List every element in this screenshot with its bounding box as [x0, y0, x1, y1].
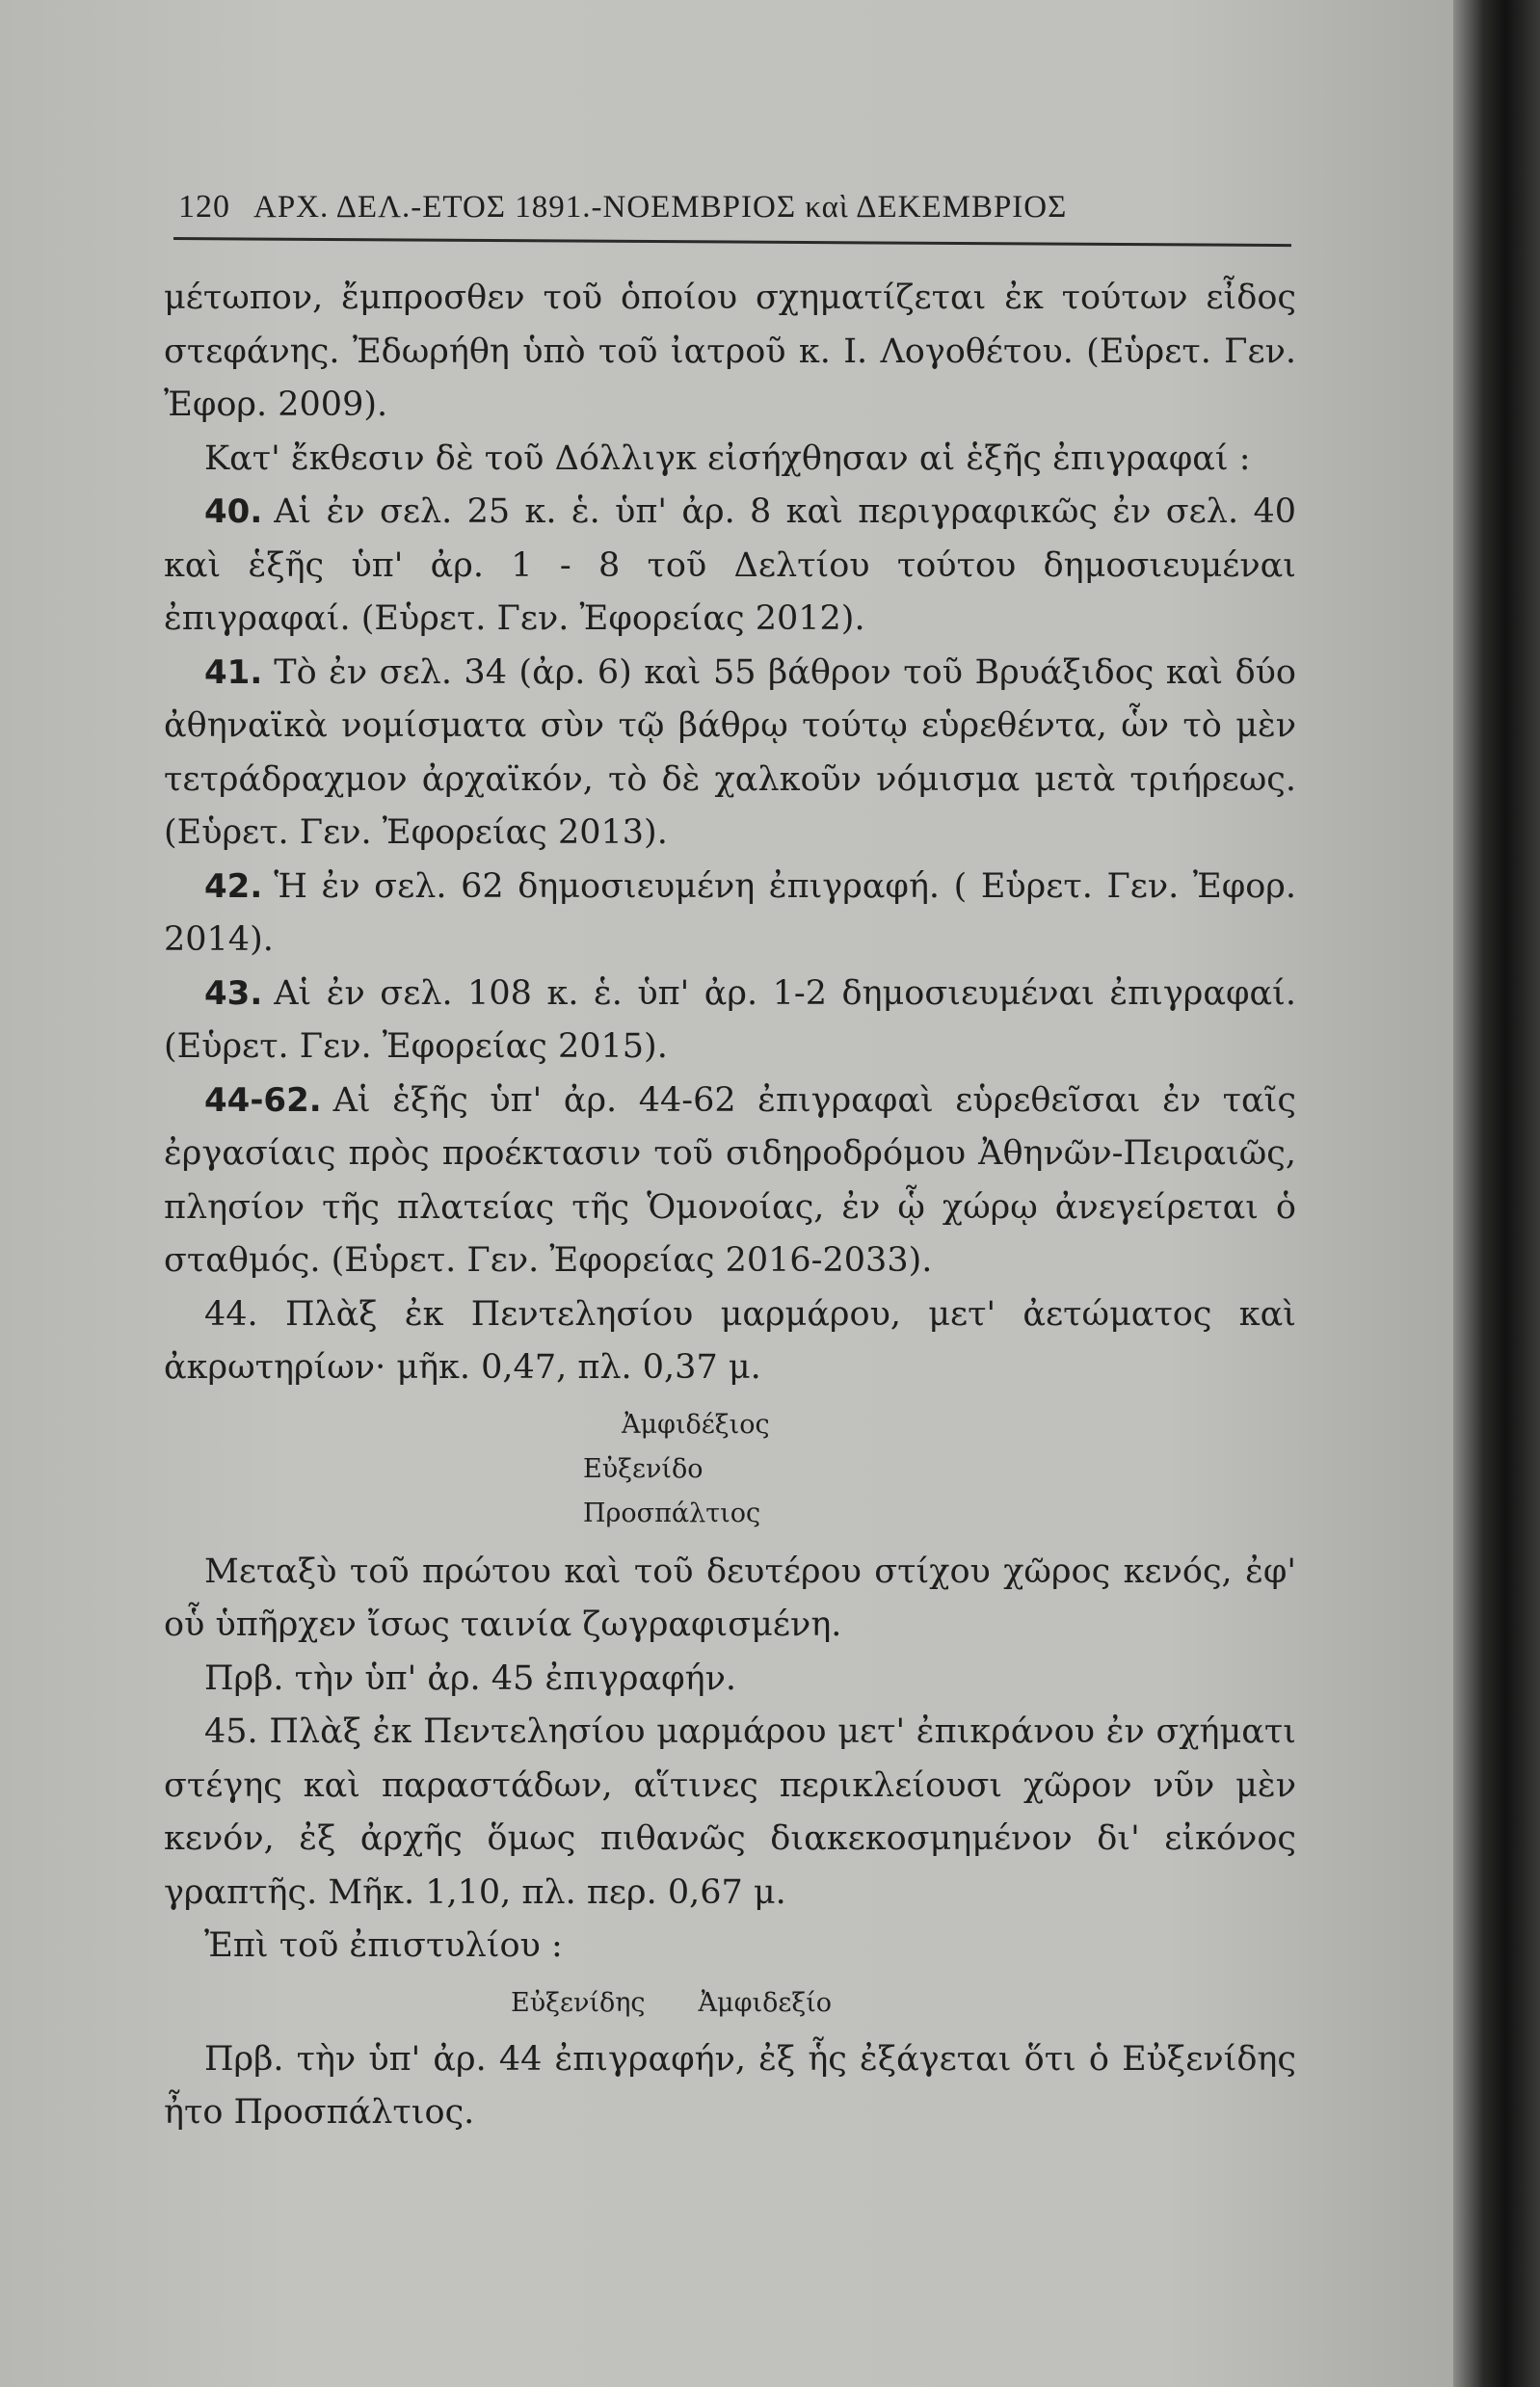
entry-42-number: 42. — [204, 866, 263, 906]
paragraph-dollinger: Κατ' ἔκθεσιν δὲ τοῦ Δόλλιγκ εἰσήχθησαν αἱ ἑξῆς ἐπιγραφαί : — [204, 438, 1251, 478]
page-header — [178, 189, 1267, 225]
page-number: 120 — [178, 189, 230, 225]
paragraph-45: 45. Πλὰξ ἐκ Πεντελησίου μαρμάρου μετ' ἐπικράνου ἐν σχήματι στέγης καὶ παραστάδων, αἵτινες περικλείουσι χῶρον νῦν μὲν κενόν, ἐξ ἀρχῆς ὅμως πιθανῶς διακεκοσμημένον δι' εἰκόνος γραπτῆς. Μῆκ. 1,10, πλ. περ. 0,67 μ. — [164, 1712, 1296, 1912]
paragraph-intro: μέτωπον, ἔμπροσθεν τοῦ ὁποίου σχηματίζεται ἐκ τούτων εἶδος στεφάνης. Ἐδωρήθη ὑπὸ τοῦ ἰατροῦ κ. Ι. Λογοθέτου. (Εὑρετ. Γεν. Ἐφορ. 2009). — [164, 278, 1296, 424]
running-title: ΑΡΧ. ΔΕΛ.-ΕΤΟΣ 1891.-ΝΟΕΜΒΡΙΟΣ καὶ ΔΕΚΕΜΒΡΙΟΣ — [253, 190, 1068, 225]
entry-40-number: 40. — [204, 492, 263, 531]
entry-41 — [164, 647, 1296, 861]
book-spine-shadow — [1453, 0, 1540, 2387]
inscription-44 — [164, 1403, 1296, 1536]
entry-44-62-number: 44-62. — [204, 1080, 322, 1120]
entry-43 — [164, 968, 1296, 1074]
inscription-44-line-3: Προσπάλτιος — [583, 1498, 761, 1528]
entry-44-62-text: Αἱ ἑξῆς ὑπ' ἀρ. 44-62 ἐπιγραφαὶ εὑρεθεῖσαι ἐν ταῖς ἐργασίαις πρὸς προέκτασιν τοῦ σιδηροδρόμου Ἀθηνῶν-Πειραιῶς, πλησίον τῆς πλατείας τῆς Ὁμονοίας, ἐν ᾧ χώρῳ ἀνεγείρεται ὁ σταθμός. (Εὑρετ. Γεν. Ἐφορείας 2016-2033). — [164, 1080, 1296, 1280]
entry-43-number: 43. — [204, 973, 263, 1013]
paragraph-epistyle: Ἐπὶ τοῦ ἐπιστυλίου : — [204, 1926, 563, 1965]
inscription-45-word-1: Εὐξενίδης — [511, 1987, 646, 2018]
entry-42-text: Ἡ ἐν σελ. 62 δημοσιευμένη ἐπιγραφή. ( Εὑρετ. Γεν. Ἐφορ. 2014). — [164, 866, 1296, 959]
paragraph-compare-44: Πρβ. τὴν ὑπ' ἀρ. 44 ἐπιγραφήν, ἐξ ἧς ἐξάγεται ὅτι ὁ Εὐξενίδης ἦτο Προσπάλτιος. — [164, 2039, 1296, 2132]
paragraph-44: 44. Πλὰξ ἐκ Πεντελησίου μαρμάρου, μετ' ἀετώματος καὶ ἀκρωτηρίων· μῆκ. 0,47, πλ. 0,37 μ. — [164, 1294, 1296, 1387]
page-body — [164, 272, 1296, 2140]
inscription-45 — [164, 1974, 1296, 2033]
entry-41-number: 41. — [204, 652, 263, 692]
entry-40-text: Αἱ ἐν σελ. 25 κ. ἑ. ὑπ' ἀρ. 8 καὶ περιγραφικῶς ἐν σελ. 40 καὶ ἑξῆς ὑπ' ἀρ. 1 - 8 τοῦ Δελτίου τούτου δημοσιευμέναι ἐπιγραφαί. (Εὑρετ. Γεν. Ἐφορείας 2012). — [164, 492, 1296, 638]
paragraph-between-lines: Μεταξὺ τοῦ πρώτου καὶ τοῦ δευτέρου στίχου χῶρος κενός, ἐφ' οὗ ὑπῆρχεν ἴσως ταινία ζωγραφισμένη. — [164, 1552, 1296, 1644]
entry-44-62 — [164, 1074, 1296, 1288]
inscription-44-line-1: Ἀμφιδέξιος — [622, 1409, 770, 1440]
entry-43-text: Αἱ ἐν σελ. 108 κ. ἑ. ὑπ' ἀρ. 1-2 δημοσιευμέναι ἐπιγραφαί. (Εὑρετ. Γεν. Ἐφορείας 2015). — [164, 973, 1296, 1066]
inscription-45-word-2: Ἀμφιδεξίο — [698, 1987, 833, 2018]
inscription-44-line-2: Εὐξενίδο — [583, 1453, 704, 1484]
entry-40 — [164, 486, 1296, 647]
paragraph-compare-45: Πρβ. τὴν ὑπ' ἀρ. 45 ἐπιγραφήν. — [204, 1658, 736, 1698]
entry-41-text: Τὸ ἐν σελ. 34 (ἀρ. 6) καὶ 55 βάθρον τοῦ Βρυάξιδος καὶ δύο ἀθηναϊκὰ νομίσματα σὺν τῷ βάθρῳ τούτῳ εὑρεθέντα, ὧν τὸ μὲν τετράδραχμον ἀρχαϊκόν, τὸ δὲ χαλκοῦν νόμισμα μετὰ τριήρεως. (Εὑρετ. Γεν. Ἐφορείας 2013). — [164, 652, 1296, 852]
header-rule — [173, 237, 1291, 247]
entry-42 — [164, 861, 1296, 968]
